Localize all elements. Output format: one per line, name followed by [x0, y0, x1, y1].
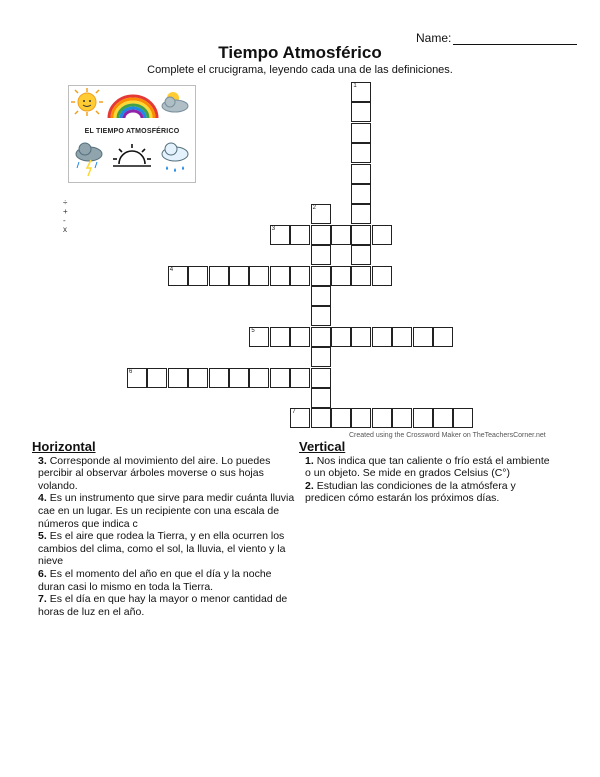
crossword-cell[interactable]	[351, 184, 371, 204]
clue-text: Es el aire que rodea la Tierra, y en ella ocurren los cambios del clima, como el sol, la lluvia, el viento y la nieve	[38, 530, 286, 568]
page-title: Tiempo Atmosférico	[218, 43, 382, 62]
cloud-icon	[162, 92, 188, 112]
crossword-cell[interactable]	[229, 368, 249, 388]
crossword-cell[interactable]	[392, 327, 412, 347]
cell-number: 2	[312, 205, 316, 212]
crossword-cell[interactable]	[433, 408, 453, 428]
crossword-cell[interactable]	[188, 266, 208, 286]
cell-number: 1	[353, 83, 357, 89]
crossword-cell[interactable]	[290, 225, 310, 245]
rainbow-icon	[109, 96, 157, 118]
clue-horizontal-4	[38, 492, 296, 530]
sunrise-icon	[113, 144, 151, 166]
clue-vertical-2	[305, 480, 550, 505]
clue-number: 3.	[38, 454, 47, 467]
crossword-cell[interactable]	[351, 266, 371, 286]
clue-horizontal-6	[38, 568, 296, 593]
vertical-clues	[299, 439, 550, 505]
crossword-cell[interactable]	[331, 225, 351, 245]
crossword-cell[interactable]	[372, 225, 392, 245]
crossword-cell[interactable]	[351, 143, 371, 163]
crossword-cell[interactable]	[413, 408, 433, 428]
cell-number: 7	[292, 409, 296, 416]
crossword-cell[interactable]	[229, 266, 249, 286]
crossword-cell[interactable]	[372, 327, 392, 347]
crossword-cell[interactable]	[311, 204, 331, 224]
crossword-cell[interactable]	[270, 327, 290, 347]
crossword-cell[interactable]	[249, 266, 269, 286]
credit-line: Created using the Crossword Maker on TheTeachersCorner.net	[349, 432, 546, 439]
cell-number: 5	[251, 327, 255, 334]
cell-number: 3	[271, 225, 276, 232]
crossword-cell[interactable]	[351, 245, 371, 265]
clue-vertical-1	[305, 455, 550, 480]
crossword-cell[interactable]	[311, 286, 331, 306]
crossword-cell[interactable]	[168, 266, 188, 286]
crossword-cell[interactable]	[351, 204, 371, 224]
crossword-cell[interactable]	[290, 327, 310, 347]
crossword-cell[interactable]	[311, 408, 331, 428]
crossword-cell[interactable]	[453, 408, 473, 428]
margin-math-marks	[63, 198, 68, 234]
clue-horizontal-7	[38, 593, 296, 618]
crossword-cell[interactable]	[372, 266, 392, 286]
weather-logo-text: EL TIEMPO ATMOSFÉRICO	[84, 128, 180, 135]
crossword-cell[interactable]	[351, 408, 371, 428]
crossword-cell[interactable]	[249, 327, 269, 347]
name-label: Name:	[416, 31, 452, 45]
clue-text: Es el día en que hay la mayor o menor cantidad de horas de luz en el año.	[38, 593, 288, 618]
crossword-cell[interactable]	[372, 408, 392, 428]
crossword-cell[interactable]	[290, 408, 310, 428]
page-subtitle: Complete el crucigrama, leyendo cada una de las definiciones.	[147, 64, 453, 76]
clue-text: Corresponde al movimiento del aire. Lo puedes percibir al observar árboles moverse o sus hojas volando.	[38, 454, 271, 492]
clue-number: 5.	[38, 530, 47, 543]
crossword-cell[interactable]	[188, 368, 208, 388]
crossword-cell[interactable]	[351, 327, 371, 347]
clue-text: Es el momento del año en que el día y la noche duran casi lo mismo en toda la Tierra.	[38, 567, 272, 593]
crossword-cell[interactable]	[392, 408, 412, 428]
clue-text: Estudian las condiciones de la atmósfera y predicen cómo estarán los próximos días.	[305, 479, 516, 505]
crossword-cell[interactable]	[270, 225, 290, 245]
clue-number: 2.	[305, 479, 314, 492]
crossword-cell[interactable]	[351, 225, 371, 245]
crossword-cell[interactable]	[209, 368, 229, 388]
crossword-cell[interactable]	[413, 327, 433, 347]
crossword-cell[interactable]	[311, 306, 331, 326]
crossword-cell[interactable]	[331, 327, 351, 347]
cell-number: 4	[169, 266, 174, 273]
sun-icon	[71, 88, 103, 116]
times-mark: x	[63, 225, 67, 234]
clue-number: 6.	[38, 567, 47, 580]
crossword-cell[interactable]	[290, 266, 310, 286]
weather-logo	[68, 85, 196, 183]
clue-number: 1.	[305, 454, 314, 467]
crossword-cell[interactable]	[351, 82, 371, 102]
crossword-cell[interactable]	[127, 368, 147, 388]
crossword-cell[interactable]	[168, 368, 188, 388]
crossword-cell[interactable]	[209, 266, 229, 286]
horizontal-clues	[32, 439, 296, 618]
clue-horizontal-3	[38, 455, 296, 493]
crossword-cell[interactable]	[270, 368, 290, 388]
clue-number: 7.	[38, 593, 47, 606]
rain-cloud-icon	[162, 143, 188, 172]
crossword-cell[interactable]	[311, 388, 331, 408]
cell-number: 6	[129, 368, 133, 375]
crossword-cell[interactable]	[351, 123, 371, 143]
crossword-cell[interactable]	[311, 225, 331, 245]
crossword-cell[interactable]	[311, 368, 331, 388]
crossword-cell[interactable]	[331, 408, 351, 428]
crossword-cell[interactable]	[351, 102, 371, 122]
crossword-cell[interactable]	[311, 245, 331, 265]
crossword-cell[interactable]	[351, 164, 371, 184]
horizontal-heading: Horizontal	[32, 439, 96, 454]
crossword-cell[interactable]	[311, 266, 331, 286]
divide-mark: ÷	[63, 198, 68, 207]
minus-mark: -	[63, 216, 66, 225]
clue-text: Nos indica que tan caliente o frío está el ambiente o un objeto. Se mide en grados Celsius (C°)	[305, 454, 550, 480]
clue-horizontal-5	[38, 530, 296, 568]
vertical-heading: Vertical	[299, 439, 346, 454]
clue-number: 4.	[38, 492, 47, 505]
crossword-cell[interactable]	[433, 327, 453, 347]
crossword-cell[interactable]	[290, 368, 310, 388]
crossword-cell[interactable]	[311, 327, 331, 347]
crossword-cell[interactable]	[311, 347, 331, 367]
crossword-cell[interactable]	[331, 266, 351, 286]
plus-mark: +	[63, 207, 68, 216]
storm-cloud-icon	[76, 143, 102, 176]
clue-text: Es un instrumento que sirve para medir cuánta lluvia cae en un lugar. Es un recipiente con una escala de números que indica c	[38, 492, 295, 530]
crossword-cell[interactable]	[249, 368, 269, 388]
crossword-cell[interactable]	[147, 368, 167, 388]
crossword-cell[interactable]	[270, 266, 290, 286]
